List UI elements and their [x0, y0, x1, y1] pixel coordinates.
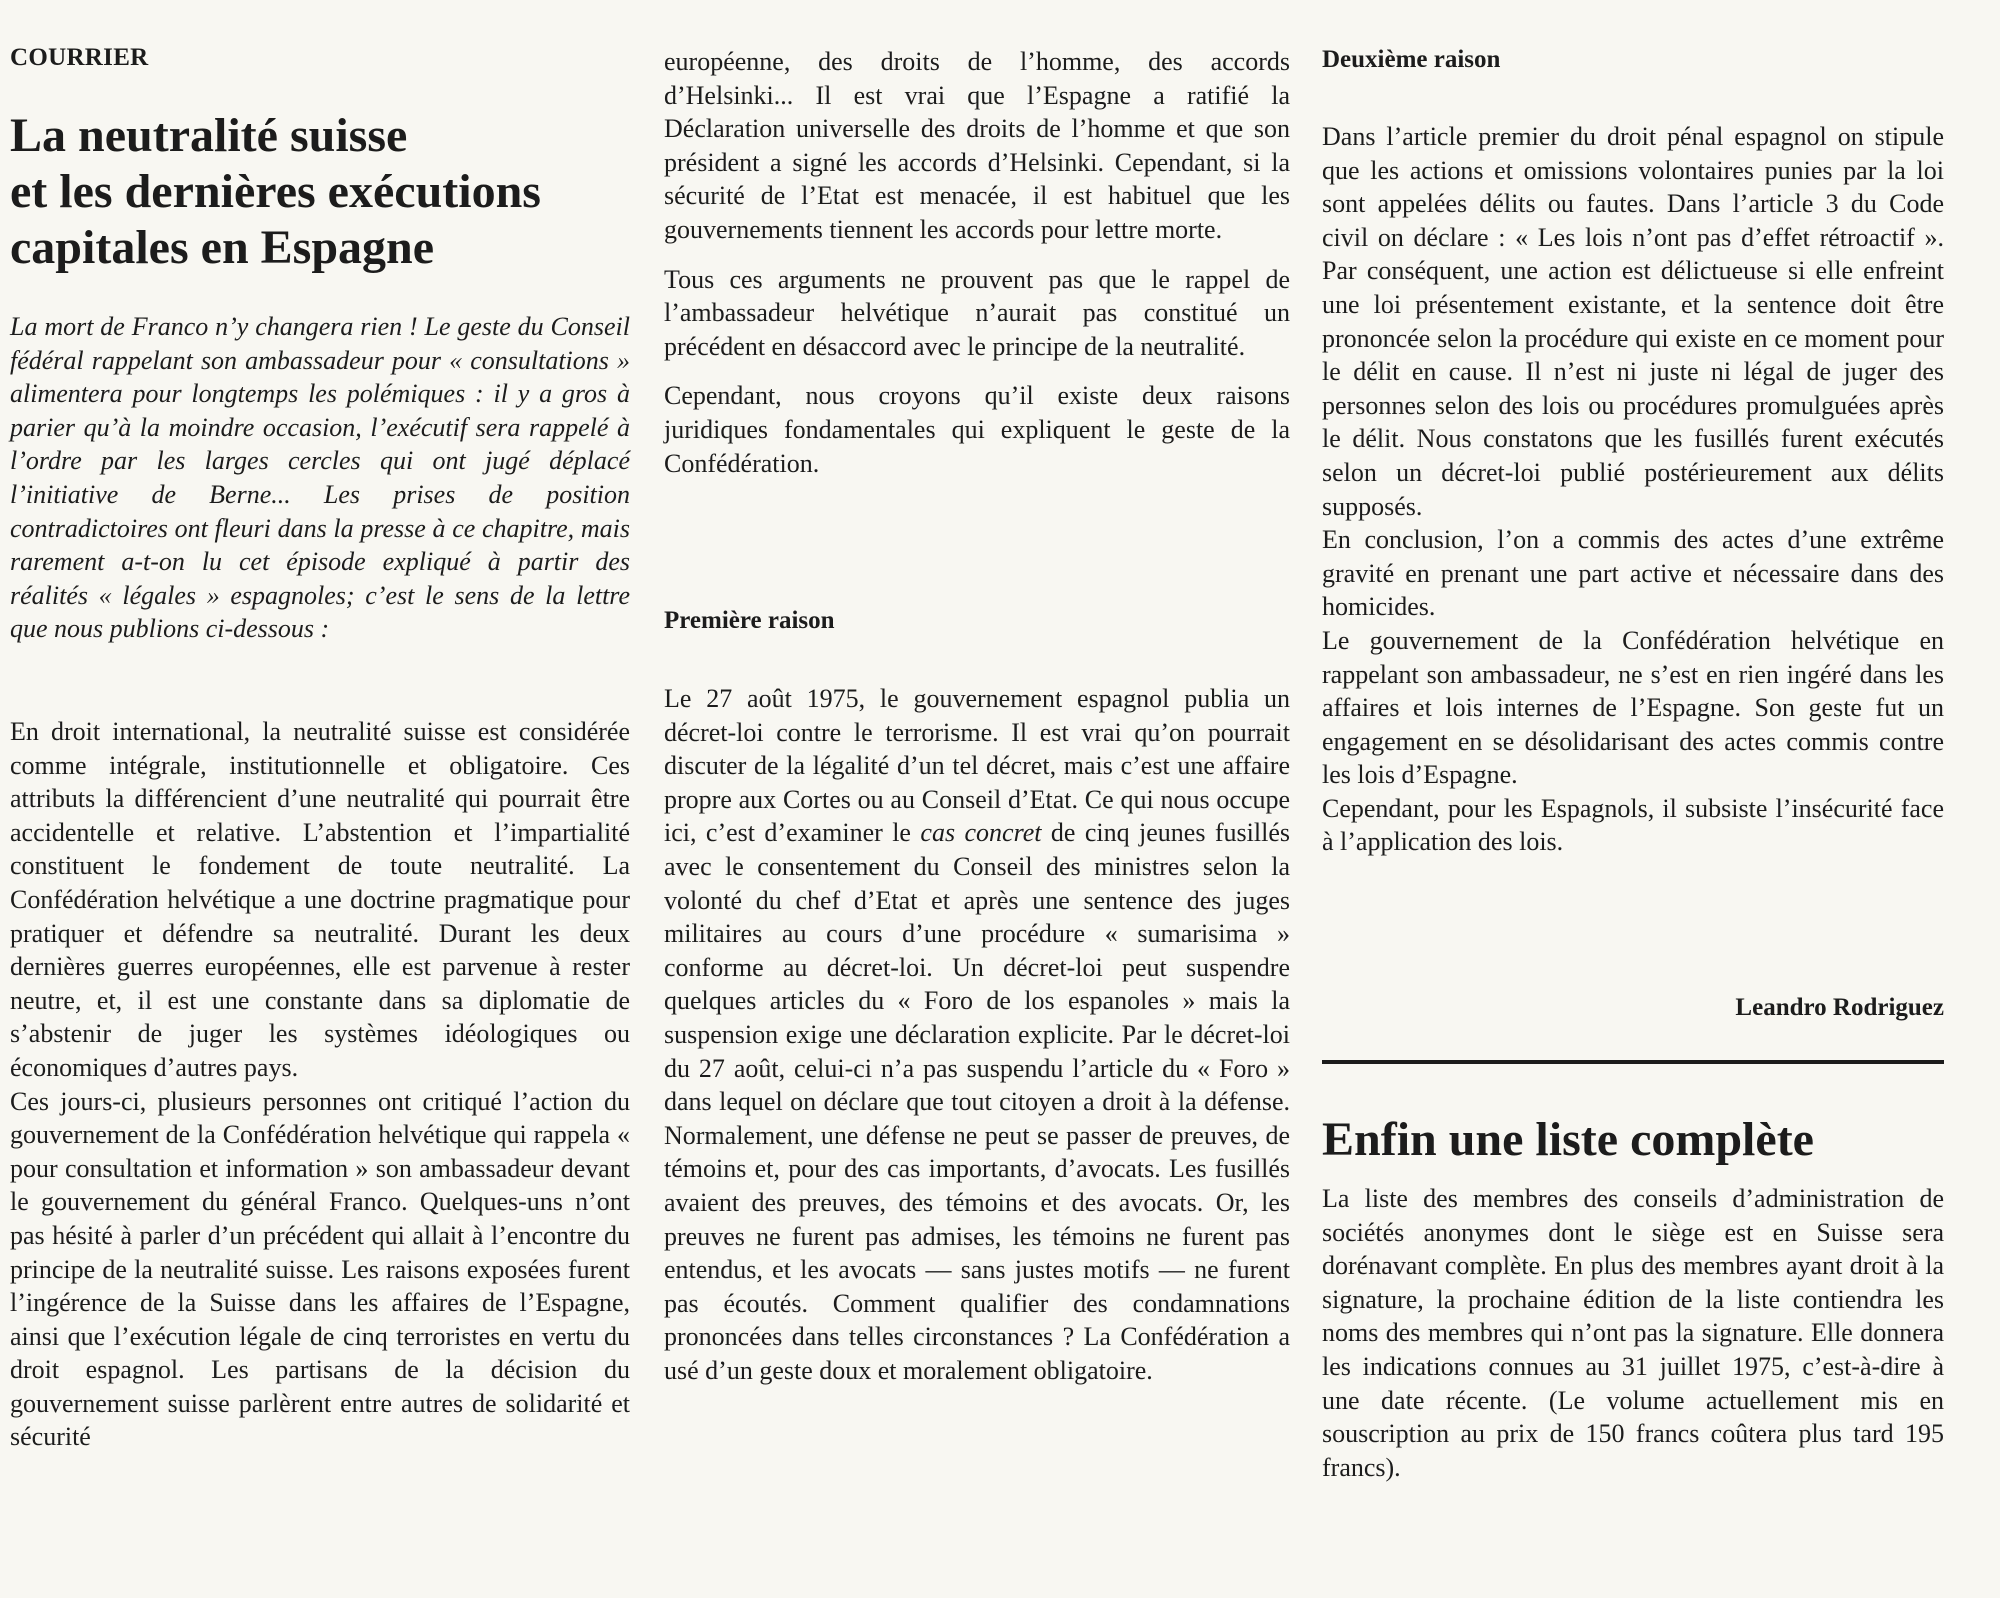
- column-2-top-body: [664, 45, 1290, 480]
- column-2-bottom-body: [664, 682, 1290, 1387]
- paragraph: Dans l’article premier du droit pénal espagnol on stipule que les actions et omissions volontaires punies par la loi sont appelées délits ou fautes. Dans l’article 3 du Code civil on déclare : « Les lois n’ont pas d’effet rétroactif ». Par conséquent, une action est délictueuse si elle enfreint une loi présentement existante, et la sentence doit être prononcée selon la procédure qui existe en ce moment pour le délit en cause. Il n’est ni juste ni légal de juger des personnes selon des lois ou procédures promulguées après le délit. Nous constatons que les fusillés furent exécutés selon un décret-loi publié postérieurement aux délits supposés.: [1322, 122, 1944, 521]
- divider-rule: [1322, 1060, 1944, 1064]
- paragraph: Tous ces arguments ne prouvent pas que le rappel de l’ambassadeur helvétique n’aurait pas constitué un précédent en désaccord avec le principe de la neutralité.: [664, 264, 1290, 361]
- paragraph: Le gouvernement de la Confédération helvétique en rappelant son ambassadeur, ne s’est en rien ingéré dans les affaires et lois internes de l’Espagne. Son geste fut un engagement en se désolidarisant des actes commis contre les lois d’Espagne.: [1322, 625, 1944, 790]
- paragraph: Cependant, nous croyons qu’il existe deux raisons juridiques fondamentales qui expliquent le geste de la Confédération.: [664, 381, 1290, 478]
- article-headline: [10, 108, 541, 276]
- paragraph: En conclusion, l’on a commis des actes d’une extrême gravité en prenant une part active et nécessaire dans des homicides.: [1322, 525, 1944, 622]
- paragraph: Cependant, pour les Espagnols, il subsiste l’insécurité face à l’application des lois.: [1322, 793, 1944, 857]
- column-3-body: [1322, 120, 1944, 859]
- paragraph: Ces jours-ci, plusieurs personnes ont critiqué l’action du gouvernement de la Confédération helvétique qui rappela « pour consultation et information » son ambassadeur devant le gouvernement du général Franco. Quelques-uns n’ont pas hésité à parler d’un précédent qui allait à l’encontre du principe de la neutralité suisse. Les raisons exposées furent l’ingérence de la Suisse dans les affaires de l’Espagne, ainsi que l’exécution légale de cinq terroristes en vertu du droit espagnol. Les partisans de la décision du gouvernement suisse parlèrent entre autres de solidarité et sécurité: [10, 1086, 630, 1452]
- article-lead: [10, 310, 630, 646]
- subheading-premiere-raison: Première raison: [664, 607, 835, 634]
- headline-line-2: et les dernières exécutions: [10, 165, 541, 218]
- column-3-bottom-body: [1322, 1182, 1944, 1484]
- author-signature: Leandro Rodriguez: [1735, 994, 1944, 1021]
- paragraph: européenne, des droits de l’homme, des accords d’Helsinki... Il est vrai que l’Espagne a ratifié la Déclaration universelle des droits de l’homme et que son président a signé les accords d’Helsinki. Cependant, si la sécurité de l’Etat est menacée, il est habituel que les gouvernements tiennent les accords pour lettre morte.: [664, 47, 1290, 244]
- text-segment: Le 27 août 1975, le gouvernement espagnol publia un décret-loi contre le terrorisme. Il est vrai qu’on pourrait discuter de la légalité d’un tel décret, mais c’est une affaire propre aux Cortes ou au Conseil d’Etat. Ce qui nous occupe ici, c’est d’examiner le: [664, 684, 1290, 848]
- column-1-body: [10, 715, 630, 1454]
- paragraph: En droit international, la neutralité suisse est considérée comme intégrale, institutionnelle et obligatoire. Ces attributs la différencient d’une neutralité qui pourrait être accidentelle et relative. L’abstention et l’impartialité constituent le fondement de toute neutralité. La Confédération helvétique a une doctrine pragmatique pour pratiquer et défendre sa neutralité. Durant les deux dernières guerres européennes, elle est parvenue à rester neutre, et, il est une constante dans sa diplomatie de s’abstenir de juger les systèmes idéologiques ou économiques d’autres pays.: [10, 717, 630, 1082]
- text-segment: de cinq jeunes fusillés avec le consentement du Conseil des ministres selon la volonté du chef d’Etat et après une sentence des juges militaires au cours d’une procédure « sumarisima » conforme au décret-loi. Un décret-loi peut suspendre quelques articles du « Foro de los espanoles » mais la suspension exige une déclaration explicite. Par le décret-loi du 27 août, celui-ci n’a pas suspendu l’article du « Foro » dans lequel on déclare que tout citoyen a droit à la défense. Normalement, une défense ne peut se passer de preuves, de témoins et, pour des cas importants, d’avocats. Les fusillés avaient des preuves, des témoins et des avocats. Or, les preuves ne furent pas admises, les témoins ne furent pas entendus, et les avocats — sans justes motifs — ne furent pas écoutés. Comment qualifier des condamnations prononcées dans telles circonstances ? La Confédération a usé d’un geste doux et moralement obligatoire.: [664, 818, 1290, 1385]
- article-headline-2: Enfin une liste complète: [1322, 1113, 1814, 1166]
- subheading-deuxieme-raison: Deuxième raison: [1322, 46, 1501, 73]
- paragraph: La liste des membres des conseils d’administration de sociétés anonymes dont le siège est en Suisse sera dorénavant complète. En plus des membres ayant droit à la signature, la prochaine édition de la liste contiendra les noms des membres qui n’ont pas la signature. Elle donnera les indications connues au 31 juillet 1975, c’est-à-dire à une date récente. (Le volume actuellement mis en souscription au prix de 150 francs coûtera plus tard 195 francs).: [1322, 1184, 1944, 1482]
- headline-line-1: La neutralité suisse: [10, 109, 408, 162]
- lead-paragraph: La mort de Franco n’y changera rien ! Le geste du Conseil fédéral rappelant son ambassadeur pour « consultations » alimentera pour longtemps les polémiques : il y a gros à parier qu’à la moindre occasion, l’exécutif sera rappelé à l’ordre par les larges cercles qui ont jugé déplacé l’initiative de Berne... Les prises de position contradictoires ont fleuri dans la presse à ce chapitre, mais rarement a-t-on lu cet épisode expliqué à partir des réalités « légales » espagnoles; c’est le sens de la lettre que nous publions ci-dessous :: [10, 312, 630, 644]
- paragraph: [664, 682, 1290, 1387]
- section-label: COURRIER: [10, 44, 149, 71]
- emphasis-cas-concret: cas concret: [920, 818, 1042, 848]
- headline-line-3: capitales en Espagne: [10, 221, 435, 274]
